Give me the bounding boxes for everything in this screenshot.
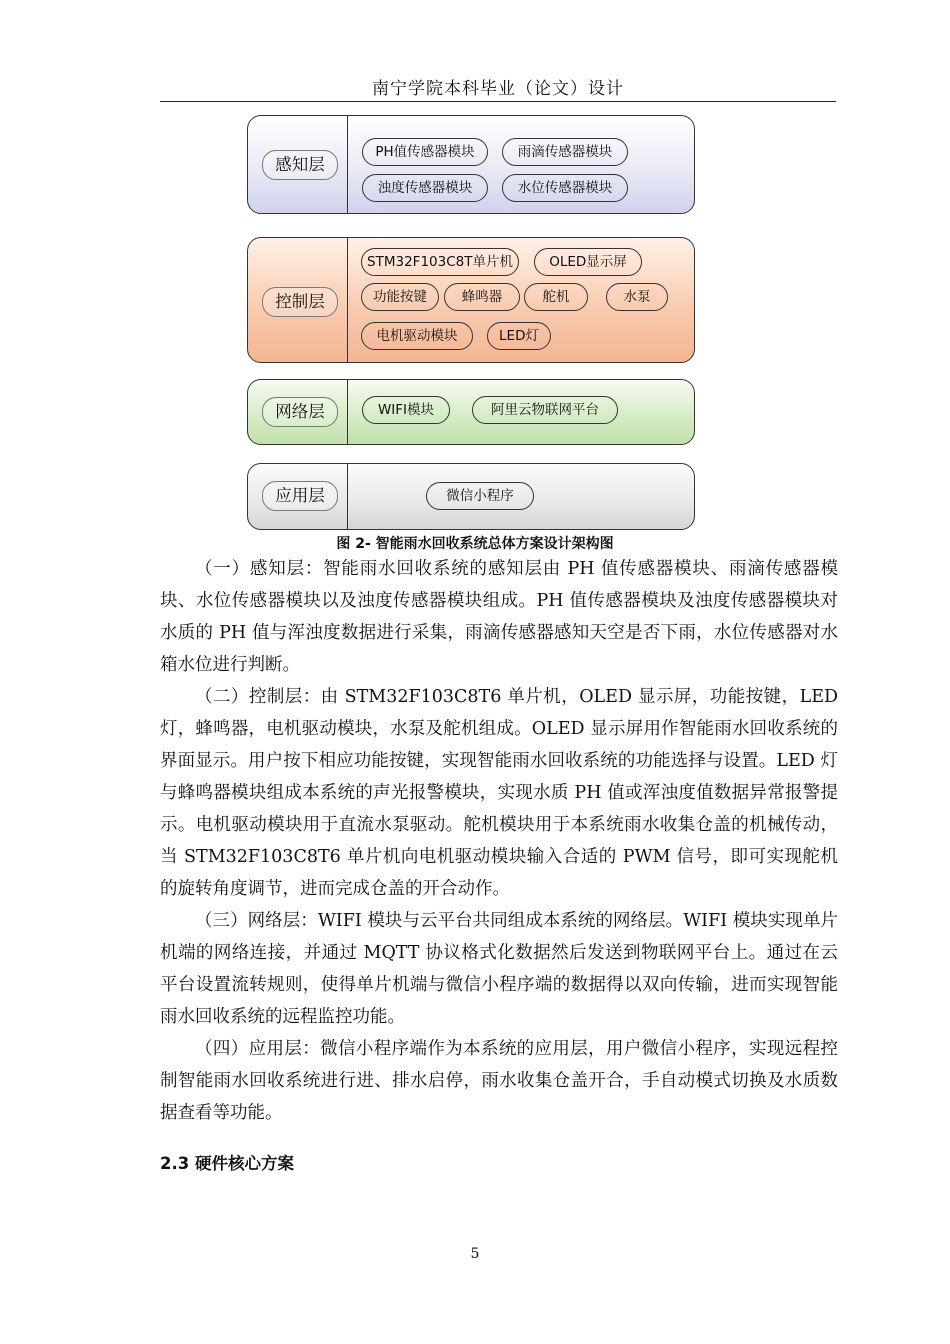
- layer-divider: [347, 116, 348, 213]
- function-key-module: 功能按键: [361, 283, 439, 311]
- network-layer-box: [247, 379, 695, 445]
- figure-caption: 图 2- 智能雨水回收系统总体方案设计架构图: [336, 536, 614, 552]
- layer-divider: [347, 464, 348, 529]
- turbidity-sensor-module: 浊度传感器模块: [362, 174, 488, 202]
- control-layer-box: [247, 237, 695, 363]
- application-layer-box: [247, 463, 695, 530]
- layer-divider: [347, 380, 348, 444]
- application-layer-label: 应用层: [262, 481, 338, 511]
- paragraph-control: （二）控制层：由 STM32F103C8T6 单片机，OLED 显示屏，功能按键，LED 灯，蜂鸣器，电机驱动模块，水泵及舵机组成。OLED 显示屏用作智能雨水回收系统的界面显示。用户按下相应功能按键，实现智能雨水回收系统的功能选择与设置。LED 灯与蜂鸣器模块组成本系统的声光报警模块，实现水质 PH 值或浑浊度值数据异常报警提示。电机驱动模块用于直流水泵驱动。舵机模块用于本系统雨水收集仓盖的机械传动，当 STM32F103C8T6 单片机向电机驱动模块输入合适的 PWM 信号，即可实现舵机的旋转角度调节，进而完成仓盖的开合动作。: [160, 687, 838, 899]
- perception-layer-label: 感知层: [262, 150, 338, 180]
- motor-driver-module: 电机驱动模块: [361, 322, 473, 350]
- paragraph-perception: （一）感知层：智能雨水回收系统的感知层由 PH 值传感器模块、雨滴传感器模块、水位传感器模块以及浊度传感器模块组成。PH 值传感器模块及浊度传感器模块对水质的 PH 值与浑浊度数据进行采集，雨滴传感器感知天空是否下雨，水位传感器对水箱水位进行判断。: [160, 559, 838, 675]
- ph-sensor-module: PH值传感器模块: [362, 138, 488, 166]
- buzzer-module: 蜂鸣器: [444, 283, 520, 311]
- network-layer-label: 网络层: [262, 397, 338, 427]
- section-heading: 2.3 硬件核心方案: [160, 1154, 294, 1173]
- page-header: 南宁学院本科毕业（论文）设计: [372, 79, 624, 99]
- control-layer-label: 控制层: [262, 287, 338, 317]
- aliyun-iot-platform: 阿里云物联网平台: [472, 396, 618, 424]
- paragraph-application: （四）应用层：微信小程序端作为本系统的应用层，用户微信小程序，实现远程控制智能雨水回收系统进行进、排水启停，雨水收集仓盖开合，手自动模式切换及水质数据查看等功能。: [160, 1039, 838, 1123]
- servo-module: 舵机: [524, 283, 588, 311]
- page-number: 5: [470, 1246, 480, 1262]
- layer-divider: [347, 238, 348, 362]
- raindrop-sensor-module: 雨滴传感器模块: [502, 138, 628, 166]
- oled-display-module: OLED显示屏: [534, 248, 642, 276]
- wifi-module: WIFI模块: [362, 396, 450, 424]
- paragraph-network: （三）网络层：WIFI 模块与云平台共同组成本系统的网络层。WIFI 模块实现单片机端的网络连接，并通过 MQTT 协议格式化数据然后发送到物联网平台上。通过在云平台设置流转规则，使得单片机端与微信小程序端的数据得以双向传输，进而实现智能雨水回收系统的远程监控功能。: [160, 911, 838, 1027]
- led-module: LED灯: [487, 322, 551, 350]
- water-level-sensor-module: 水位传感器模块: [502, 174, 628, 202]
- mcu-module: STM32F103C8T单片机: [361, 248, 519, 276]
- header-rule: [160, 101, 836, 102]
- wechat-mini-program: 微信小程序: [426, 482, 534, 510]
- perception-layer-box: [247, 115, 695, 214]
- water-pump-module: 水泵: [606, 283, 668, 311]
